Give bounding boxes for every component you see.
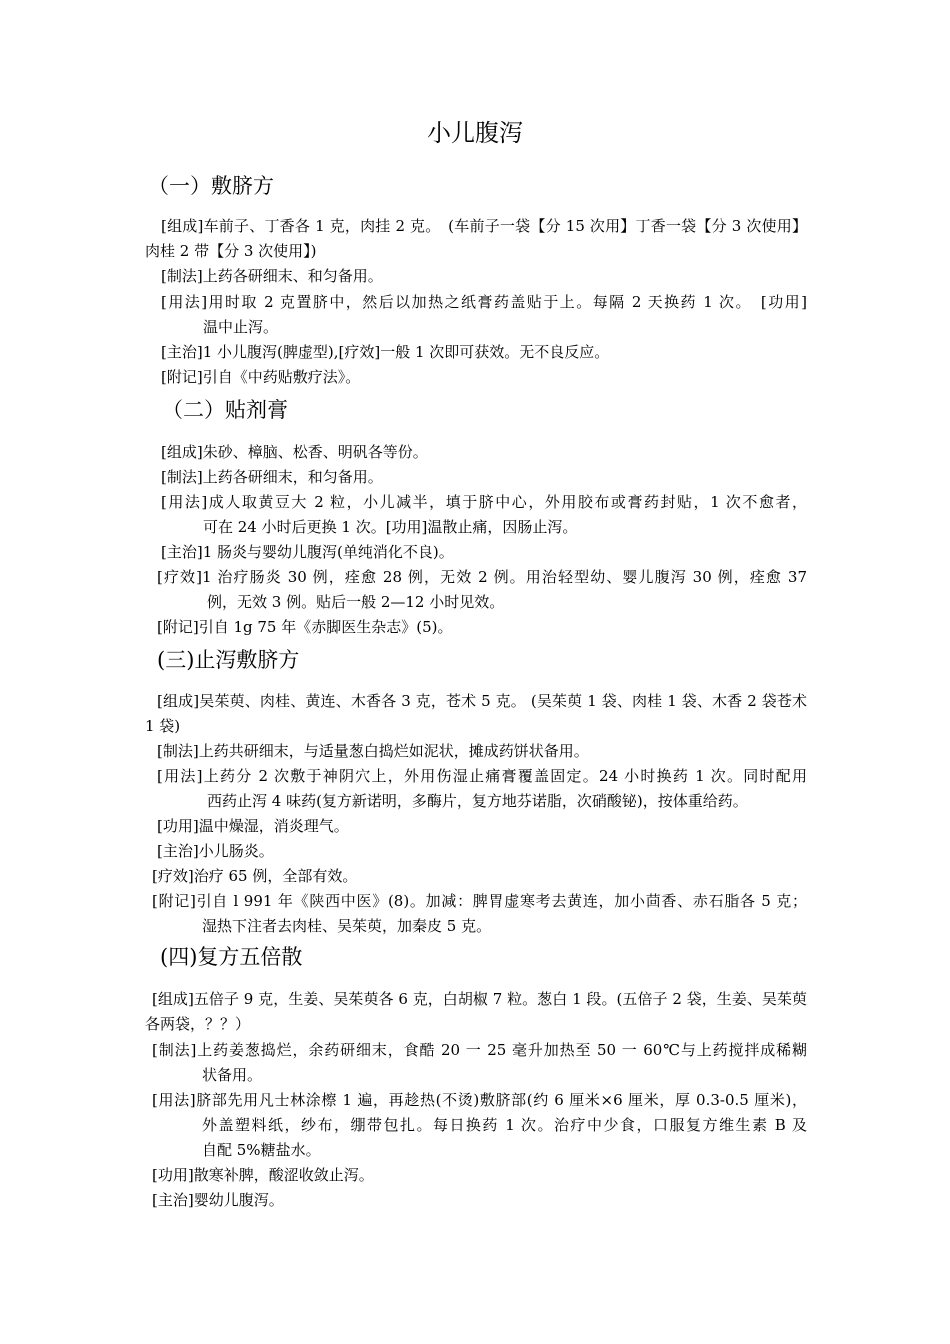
paragraph: 湿热下注者去肉桂、吴茱萸，加秦皮 5 克。: [202, 917, 492, 935]
paragraph: [制法]上药各研细末，和匀备用。: [161, 468, 383, 486]
paragraph: 温中止泻。: [203, 318, 279, 336]
paragraph: [功用]散寒补脾，酸涩收敛止泻。: [152, 1166, 374, 1184]
paragraph: [用法]成人取黄豆大 2 粒，小儿减半，填于脐中心，外用胶布或膏药封贴，1 次不愈者，: [161, 493, 807, 511]
paragraph: [制法]上药姜葱捣烂，余药研细末，食酷 20 一 25 毫升加热至 50 一 60℃与上药搅拌成稀糊: [152, 1041, 807, 1059]
paragraph: [功用]温中燥湿，消炎理气。: [157, 817, 349, 835]
paragraph: 自配 5%糖盐水。: [202, 1141, 321, 1159]
paragraph: 西药止泻 4 味药(复方新诺明，多酶片，复方地芬诺脂，次硝酸铋)，按体重给药。: [207, 792, 748, 810]
paragraph: 外盖塑料纸，纱布，绷带包扎。每日换药 1 次。治疗中少食，口服复方维生素 B 及: [202, 1116, 807, 1134]
section-heading-4: (四)复方五倍散: [160, 945, 303, 969]
paragraph: [用法]脐部先用凡士林涂檫 1 遍，再趁热(不烫)敷脐部(约 6 厘米×6 厘米，厚 0.3-0.5 厘米)，: [152, 1091, 807, 1109]
paragraph: [附记]引自《中药贴敷疗法》。: [161, 368, 361, 386]
section-heading-3: (三)止泻敷脐方: [157, 648, 300, 672]
paragraph: [主治]1 小儿腹泻(脾虚型),[疗效]一般 1 次即可获效。无不良反应。: [161, 343, 610, 361]
paragraph: [附记]引自 l 991 年《陕西中医》(8)。加减：脾胃虚寒考去黄连，加小茴香、赤石脂各 5 克；: [152, 892, 807, 910]
paragraph: [用法]上药分 2 次敷于神阴穴上，外用伤湿止痛膏覆盖固定。24 小时换药 1 次。同时配用: [157, 767, 807, 785]
page-title: 小儿腹泻: [427, 119, 523, 147]
paragraph: [组成]吴茱萸、肉桂、黄连、木香各 3 克，苍术 5 克。 (吴茱萸 1 袋、肉桂 1 袋、木香 2 袋苍术 1 袋): [145, 692, 807, 735]
paragraph: [主治]婴幼儿腹泻。: [152, 1191, 284, 1209]
paragraph: [疗效]治疗 65 例，全部有效。: [152, 867, 358, 885]
paragraph: [附记]引自 1g 75 年《赤脚医生杂志》(5)。: [157, 618, 453, 636]
paragraph: 例，无效 3 例。贴后一般 2—12 小时见效。: [207, 593, 505, 611]
paragraph: 可在 24 小时后更换 1 次。[功用]温散止痛，因肠止泻。: [203, 518, 578, 536]
paragraph: [组成]车前子、丁香各 1 克，肉挂 2 克。 (车前子一袋【分 15 次用】丁香一袋【分 3 次使用】肉桂 2 带【分 3 次使用】): [145, 217, 807, 260]
paragraph: [疗效]1 治疗肠炎 30 例，痊愈 28 例，无效 2 例。用治轻型幼、婴儿腹泻 30 例，痊愈 37: [157, 568, 807, 586]
paragraph: [制法]上药共研细末，与适量葱白捣烂如泥状，摊成药饼状备用。: [157, 742, 589, 760]
section-heading-2: （二）贴剂膏: [162, 398, 288, 422]
paragraph: 状备用。: [202, 1066, 263, 1084]
paragraph: [主治]1 肠炎与婴幼儿腹泻(单纯消化不良)。: [161, 543, 454, 561]
section-heading-1: （一）敷脐方: [148, 174, 274, 198]
paragraph: [组成]五倍子 9 克，生姜、吴茱萸各 6 克，白胡椒 7 粒。葱白 1 段。(五倍子 2 袋，生姜、吴茱萸各两袋，？？）: [145, 990, 807, 1033]
paragraph: [主治]小儿肠炎。: [157, 842, 274, 860]
paragraph: [组成]朱砂、樟脑、松香、明矾各等份。: [161, 443, 428, 461]
paragraph: [用法]用时取 2 克置脐中，然后以加热之纸膏药盖贴于上。每隔 2 天换药 1 次。 [功用]: [161, 293, 807, 311]
paragraph: [制法]上药各研细末、和匀备用。: [161, 267, 383, 285]
